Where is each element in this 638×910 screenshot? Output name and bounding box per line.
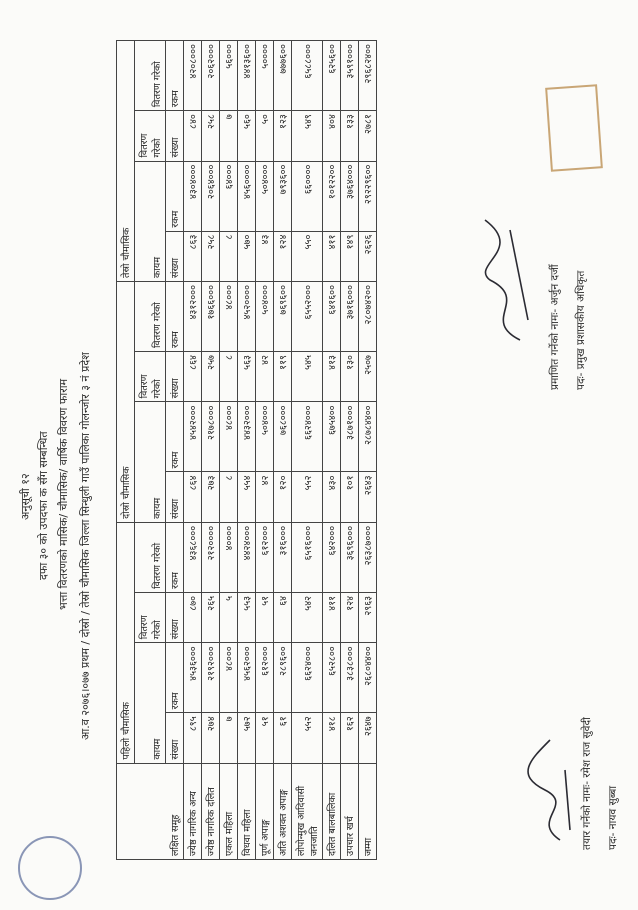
value-cell: ५५२ [292, 713, 323, 763]
period-line: आ.व २०७६।०७७ प्रथम / दोस्रो / तेस्रो चौमासिक जिल्ला सिन्धुली गाउँ पालिका गोलन्जोर ३ नं प्रदेश [79, 352, 92, 740]
value-cell: ३७६४००० [341, 161, 359, 231]
value-cell: ६१२००० [256, 643, 274, 713]
value-cell: ८४० [184, 111, 202, 161]
sub-sankhya: संख्या [166, 231, 184, 281]
col-first: पहिलो चौमासिक [117, 522, 135, 763]
col-second: दोस्रो चौमासिक [117, 281, 135, 522]
value-cell: ४३ [256, 231, 274, 281]
rule-reference: दफा ३० को उपदफा क सँग सम्बन्धित [37, 431, 50, 580]
value-cell: ४११ [323, 592, 341, 642]
sub-rakam: रकम [166, 402, 184, 472]
value-cell: ५५० [292, 231, 323, 281]
value-cell: ४८००० [220, 643, 238, 713]
value-cell: ५४९ [292, 111, 323, 161]
category-cell: दलित बालबालिका [323, 763, 341, 859]
table-row [202, 41, 220, 860]
value-cell: ८६४ [184, 472, 202, 522]
sub-rakam: रकम [166, 522, 184, 592]
value-cell: ४०४ [323, 111, 341, 161]
value-cell: २५८ [202, 111, 220, 161]
value-cell: ४४३२००० [238, 402, 256, 472]
value-cell: २६४७ [359, 713, 377, 763]
table-row [220, 41, 238, 860]
value-cell: ५७० [238, 231, 256, 281]
value-cell: ४८००० [220, 402, 238, 472]
value-cell: ४५६२००० [238, 643, 256, 713]
value-cell: २८०७४२०० [359, 281, 377, 351]
table-row [238, 41, 256, 860]
value-cell: ४५२०००० [238, 281, 256, 351]
value-cell: २१७८००० [202, 402, 220, 472]
value-cell: २८७८४४०० [359, 402, 377, 472]
value-cell: ८७० [184, 592, 202, 642]
value-cell: २६५ [202, 592, 220, 642]
value-cell: २५७ [202, 352, 220, 402]
value-cell: ४५३६००० [184, 643, 202, 713]
value-cell: २०६४००० [202, 161, 220, 231]
value-cell: ४३६८००० [184, 522, 202, 592]
value-cell: २७४ [202, 713, 220, 763]
value-cell: १२४ [274, 231, 292, 281]
value-cell: ४३०४००० [184, 161, 202, 231]
col-bitaran-2: वितरण गरेको [135, 352, 166, 402]
value-cell: ६४२००० [323, 522, 341, 592]
sub-sankhya: संख्या [166, 352, 184, 402]
table-row [323, 41, 341, 860]
col-kayam-2: कायम [135, 402, 166, 522]
value-cell: ८९५ [184, 713, 202, 763]
value-cell: ७ [220, 111, 238, 161]
value-cell: ५६० [238, 111, 256, 161]
annex-title: अनुसूची १२ [19, 473, 32, 520]
category-cell: जम्मा [359, 763, 377, 859]
value-cell: २७३ [202, 472, 220, 522]
col-kayam-3: कायम [135, 161, 166, 281]
value-cell: ३६९६००० [341, 522, 359, 592]
value-cell: ४२ [256, 472, 274, 522]
value-cell: १४९ [341, 231, 359, 281]
value-cell: ६२५६०० [323, 41, 341, 111]
value-cell: २५०७ [359, 352, 377, 402]
value-cell: ७६८००० [274, 402, 292, 472]
sub-rakam: रकम [166, 281, 184, 351]
value-cell: ५६००० [220, 41, 238, 111]
allowance-table [116, 40, 377, 860]
value-cell: ५०४००० [256, 402, 274, 472]
category-cell: उपचार खर्च [341, 763, 359, 859]
value-cell: ५५४ [238, 472, 256, 522]
value-cell: १३० [341, 352, 359, 402]
col-category: लक्षित समूह [117, 763, 184, 859]
value-cell: २५८ [202, 231, 220, 281]
preparer-signature [520, 730, 580, 850]
value-cell: २६८०४४०० [359, 643, 377, 713]
value-cell: २६२६ [359, 231, 377, 281]
official-stamp [545, 84, 603, 171]
value-cell: ५०४००० [256, 161, 274, 231]
value-cell: ८६४ [184, 352, 202, 402]
sub-sankhya: संख्या [166, 592, 184, 642]
value-cell: ७७७६०० [274, 41, 292, 111]
value-cell: ५१ [256, 592, 274, 642]
value-cell: १३३ [341, 111, 359, 161]
value-cell: २७८१ [359, 111, 377, 161]
value-cell: ५५२ [292, 472, 323, 522]
col-bitaran-amt-1: वितरण गरेको [135, 522, 166, 592]
value-cell: १२४ [341, 592, 359, 642]
value-cell: ६५२८०० [323, 643, 341, 713]
value-cell: १०१ [341, 472, 359, 522]
value-cell: ५४२ [292, 592, 323, 642]
category-cell: विधवा महिला [238, 763, 256, 859]
sub-rakam: रकम [166, 643, 184, 713]
value-cell: ८६३ [184, 231, 202, 281]
value-cell: ६५८८००० [292, 41, 323, 111]
preparer-name: तयार गर्नेको नामः- रमेश राज सुवेदी [581, 717, 593, 850]
value-cell: ५०४००० [256, 281, 274, 351]
category-cell: एकल महिला [220, 763, 238, 859]
value-cell: २६४३ [359, 472, 377, 522]
value-cell: ५६३ [238, 352, 256, 402]
sub-sankhya: संख्या [166, 472, 184, 522]
value-cell: ६६०००० [292, 161, 323, 231]
value-cell: ४४१३६०० [238, 41, 256, 111]
value-cell: ६५१६००० [292, 522, 323, 592]
value-cell: १२३ [274, 111, 292, 161]
value-cell: ७ [220, 713, 238, 763]
value-cell: ६४१६०० [323, 281, 341, 351]
col-bitaran-1: वितरण गरेको [135, 592, 166, 642]
value-cell: ४४२४००० [238, 522, 256, 592]
category-cell: ज्येष्ठ नागरिक अन्य [184, 763, 202, 859]
value-cell: १६२ [341, 713, 359, 763]
value-cell: ६६२४००० [292, 643, 323, 713]
value-cell: २६३८७००० [359, 522, 377, 592]
category-cell: ज्येष्ठ नागरिक दलित [202, 763, 220, 859]
value-cell: ५० [256, 111, 274, 161]
value-cell: ६१ [274, 713, 292, 763]
table-row [184, 41, 202, 860]
value-cell: ८ [220, 231, 238, 281]
col-bitaran-amt-3: वितरण गरेको [135, 41, 166, 111]
table-row [292, 41, 323, 860]
value-cell: ६६२४००० [292, 402, 323, 472]
value-cell: ८ [220, 472, 238, 522]
value-cell: २१९२००० [202, 643, 220, 713]
value-cell: ८ [220, 352, 238, 402]
value-cell: २८९६०० [274, 643, 292, 713]
value-cell: ५५३ [238, 592, 256, 642]
table-row [256, 41, 274, 860]
value-cell: ३१६००० [274, 522, 292, 592]
table-row [359, 41, 377, 860]
value-cell: १७६६००० [202, 281, 220, 351]
value-cell: ५१ [256, 713, 274, 763]
certifier-name: प्रमाणित गर्नेको नामः- अर्जुन दर्जी [549, 264, 561, 390]
sub-sankhya: संख्या [166, 713, 184, 763]
value-cell: ४३१२००० [184, 281, 202, 351]
value-cell: ७९३६०० [274, 161, 292, 231]
value-cell: ७६९६०० [274, 281, 292, 351]
certifier-post: पदः- प्रमुख प्रशासकीय अधिकृत [575, 270, 587, 390]
sub-rakam: रकम [166, 41, 184, 111]
value-cell: ३८३८००० [341, 643, 359, 713]
value-cell: ३५९१००० [341, 41, 359, 111]
value-cell: ५७२ [238, 713, 256, 763]
value-cell: ६१२००० [256, 522, 274, 592]
value-cell: ५०००० [256, 41, 274, 111]
table-row [341, 41, 359, 860]
sub-rakam: रकम [166, 161, 184, 231]
category-cell: अति अशक्त अपाङ्ग [274, 763, 292, 859]
value-cell: ५४५ [292, 352, 323, 402]
value-cell: ६५५२००० [292, 281, 323, 351]
value-cell: ४५४२००० [184, 402, 202, 472]
sub-sankhya: संख्या [166, 111, 184, 161]
value-cell: ४०००० [220, 522, 238, 592]
value-cell: ६७५४०० [323, 402, 341, 472]
value-cell: ४१३ [323, 352, 341, 402]
value-cell: १०१२२०० [323, 161, 341, 231]
value-cell: ४५६०००० [238, 161, 256, 231]
value-cell: २९६८२४०० [359, 41, 377, 111]
value-cell: ३७१६००० [341, 281, 359, 351]
value-cell: ४११ [323, 231, 341, 281]
value-cell: ४१८ [323, 713, 341, 763]
value-cell: ६४००० [220, 161, 238, 231]
preparer-post: पदः- नायव सुब्बा [607, 785, 619, 850]
table-row [274, 41, 292, 860]
certifier-signature [470, 200, 540, 350]
value-cell: ४२०८००० [184, 41, 202, 111]
category-cell: पूर्ण अपाङ्ग [256, 763, 274, 859]
form-title: भत्ता वितरणको मासिक/ चौमासिक/ वार्षिक विवरण फाराम [57, 378, 70, 610]
value-cell: २९६३ [359, 592, 377, 642]
value-cell: २९२२९६०० [359, 161, 377, 231]
value-cell: ४८००० [220, 281, 238, 351]
col-third: तेस्रो चौमासिक [117, 41, 135, 282]
col-bitaran-amt-2: वितरण गरेको [135, 281, 166, 351]
col-kayam-1: कायम [135, 643, 166, 763]
value-cell: २१२०००० [202, 522, 220, 592]
value-cell: २०६२००० [202, 41, 220, 111]
value-cell: ६४ [274, 592, 292, 642]
office-seal-icon [18, 836, 82, 900]
value-cell: १२० [274, 472, 292, 522]
col-bitaran-3: वितरण गरेको [135, 111, 166, 161]
category-cell: लोपोन्मुख आदिवासी जनजाति [292, 763, 323, 859]
value-cell: ४३० [323, 472, 341, 522]
value-cell: ५ [220, 592, 238, 642]
value-cell: ११९ [274, 352, 292, 402]
value-cell: ४२ [256, 352, 274, 402]
value-cell: ३८७१००० [341, 402, 359, 472]
